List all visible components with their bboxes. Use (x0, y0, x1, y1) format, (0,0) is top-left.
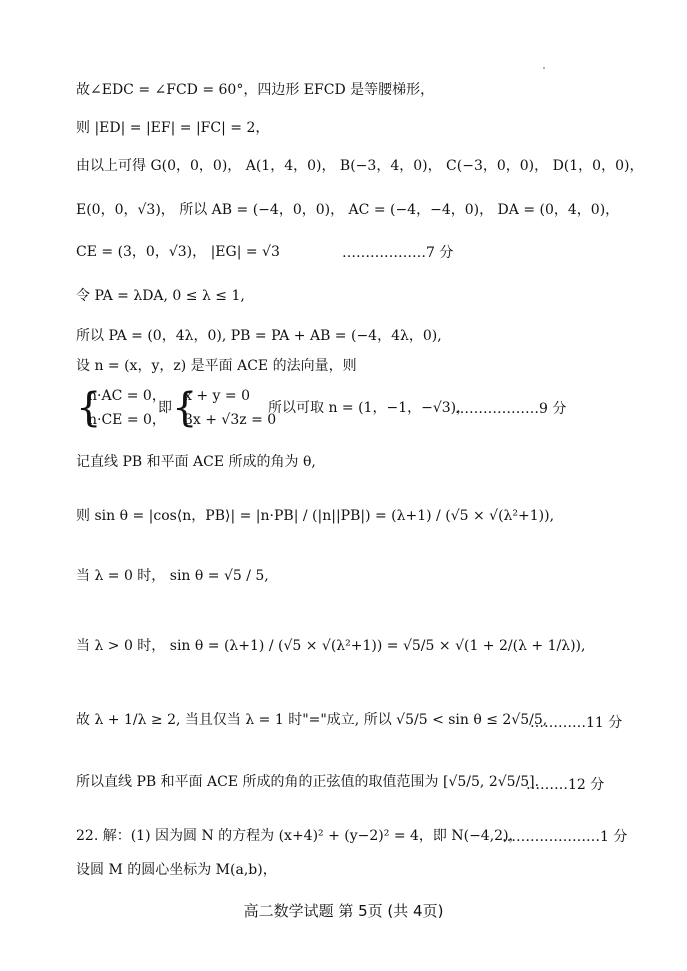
line-17: 设圆 M 的圆心坐标为 M(a,b)， (76, 862, 277, 878)
line-3: 由以上可得 G(0，0，0)， A(1，4，0)， B(−3，4，0)， C(−3，0，0)， D(1，0，0)， (76, 158, 644, 174)
score-9: ………………9 分 (455, 401, 567, 417)
line-13: 当 λ > 0 时， sin θ = (λ+1) / (√5 × √(λ²+1)) = √5/5 × √(1 + 2/(λ + 1/λ)), (76, 638, 586, 654)
line-1: 故∠EDC = ∠FCD = 60°，四边形 EFCD 是等腰梯形， (76, 82, 435, 98)
line-9c: 即 (158, 400, 172, 416)
line-9a: n·AC = 0， (88, 388, 166, 404)
line-6: 令 PA = λDA, 0 ≤ λ ≤ 1, (76, 288, 245, 304)
line-9e: 3x + √3z = 0 (184, 412, 277, 428)
line-4: E(0，0，√3)， 所以 AB = (−4，0，0)， AC = (−4，−4，0)， DA = (0，4，0)， (76, 202, 620, 218)
line-11: 则 sin θ = |cos⟨n，PB⟩| = |n·PB| / (|n||PB|) = (λ+1) / (√5 × √(λ²+1)), (76, 508, 555, 524)
score-7: ………………7 分 (342, 245, 454, 261)
line-7: 所以 PA = (0，4λ，0), PB = PA + AB = (−4，4λ，0), (76, 328, 442, 344)
system-brace-right: { (172, 385, 198, 431)
score-1: …………………1 分 (502, 829, 628, 845)
line-8: 设 n = (x，y，z) 是平面 ACE 的法向量，则 (76, 358, 357, 374)
score-11: …………11 分 (530, 715, 623, 731)
line-5: CE = (3，0，√3)， |EG| = √3 (76, 244, 280, 260)
line-9d: x + y = 0 (184, 388, 250, 404)
line-14: 故 λ + 1/λ ≥ 2, 当且仅当 λ = 1 时"="成立, 所以 √5/5 < sin θ ≤ 2√5/5, (76, 712, 548, 728)
system-brace-left: { (76, 385, 102, 431)
line-2: 则 |ED| = |EF| = |FC| = 2， (76, 120, 270, 136)
scan-speck (543, 67, 545, 69)
line-15: 所以直线 PB 和平面 ACE 所成的角的正弦值的取值范围为 [√5/5, 2√5/5]. (76, 774, 540, 790)
line-9f: 所以可取 n = (1，−1，−√3)， (268, 400, 471, 416)
line-9b: n·CE = 0， (88, 412, 166, 428)
line-16: 22. 解：(1) 因为圆 N 的方程为 (x+4)² + (y−2)² = 4，即 N(−4,2)， (76, 828, 523, 844)
line-10: 记直线 PB 和平面 ACE 所成的角为 θ, (76, 454, 316, 470)
page-footer: 高二数学试题 第 5页 (共 4页) (243, 902, 444, 920)
line-12: 当 λ = 0 时， sin θ = √5 / 5, (76, 568, 269, 584)
score-12: ………12 分 (526, 777, 605, 793)
